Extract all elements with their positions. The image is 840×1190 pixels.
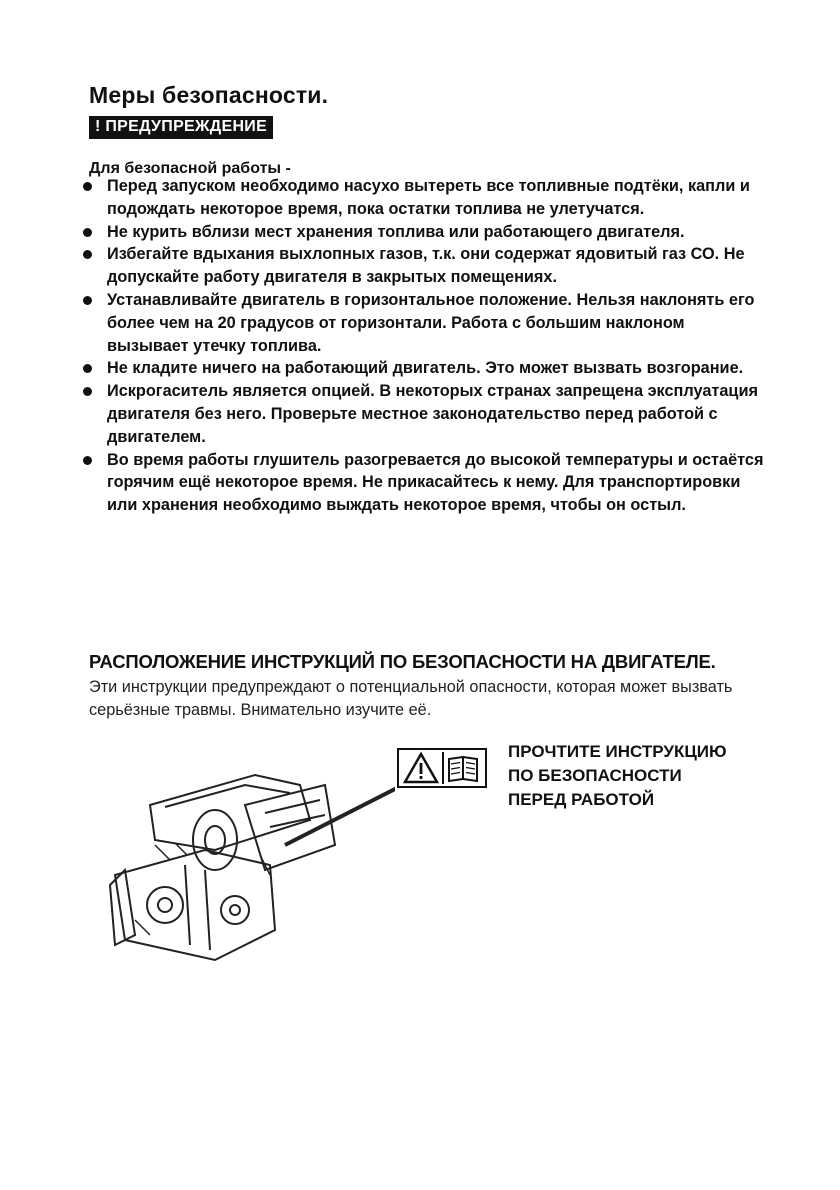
- section-text: Эти инструкции предупреждают о потенциальной опасности, которая может вызвать серьёзные травмы. Внимательно изучите её.: [89, 678, 733, 719]
- bullet-icon: [83, 250, 92, 259]
- bullet-icon: [83, 456, 92, 465]
- list-item: [80, 221, 770, 244]
- safety-rules-list: [80, 175, 770, 517]
- sign-symbols: [399, 750, 485, 786]
- list-item: [80, 380, 770, 448]
- bullet-icon: [83, 364, 92, 373]
- rule-text: Во время работы глушитель разогревается до высокой температуры и остаётся горячим ещё некоторое время. Не прикасайтесь к нему. Для транспортировки или хранения необходимо выждать некоторое время, чтобы он остыл.: [107, 450, 764, 515]
- list-item: [80, 243, 770, 289]
- label-line: ПО БЕЗОПАСНОСТИ: [508, 766, 682, 785]
- rule-text: Не курить вблизи мест хранения топлива или работающего двигателя.: [107, 222, 685, 241]
- label-line: ПРОЧТИТЕ ИНСТРУКЦИЮ: [508, 742, 727, 761]
- rule-text: Перед запуском необходимо насухо вытереть все топливные подтёки, капли и подождать некоторое время, пока остатки топлива не улетучатся.: [107, 177, 750, 218]
- rules-intro: Для безопасной работы -: [89, 160, 291, 177]
- bullet-icon: [83, 228, 92, 237]
- label-pointer-line: [285, 788, 395, 845]
- manual-book-icon: [449, 757, 477, 781]
- bullet-icon: [83, 182, 92, 191]
- engine-illustration: [95, 745, 395, 975]
- bullet-icon: [83, 296, 92, 305]
- rule-text: Устанавливайте двигатель в горизонтальное положение. Нельзя наклонять его более чем на 20 градусов от горизонтали. Работа с большим наклоном вызывает утечку топлива.: [107, 290, 755, 355]
- label-line: ПЕРЕД РАБОТОЙ: [508, 790, 655, 809]
- bullet-icon: [83, 387, 92, 396]
- section-heading: РАСПОЛОЖЕНИЕ ИНСТРУКЦИЙ ПО БЕЗОПАСНОСТИ НА ДВИГАТЕЛЕ.: [89, 651, 716, 672]
- rule-text: Искрогаситель является опцией. В некоторых странах запрещена эксплуатация двигателя без него. Проверьте местное законодательство перед работой с двигателем.: [107, 382, 758, 446]
- list-item: [80, 175, 770, 221]
- rule-text: Избегайте вдыхания выхлопных газов, т.к. они содержат ядовитый газ СО. Не допускайте работу двигателя в закрытых помещениях.: [107, 245, 745, 287]
- list-item: [80, 449, 770, 517]
- rule-text: Не кладите ничего на работающий двигатель. Это может вызвать возгорание.: [107, 359, 744, 378]
- safety-sign: [397, 748, 487, 788]
- warning-badge: ! ПРЕДУПРЕЖДЕНИЕ: [89, 116, 273, 139]
- list-item: [80, 289, 770, 357]
- warning-triangle-icon: [405, 754, 437, 782]
- read-instructions-label: [508, 740, 727, 812]
- page-title: Меры безопасности.: [89, 82, 329, 108]
- list-item: [80, 357, 770, 380]
